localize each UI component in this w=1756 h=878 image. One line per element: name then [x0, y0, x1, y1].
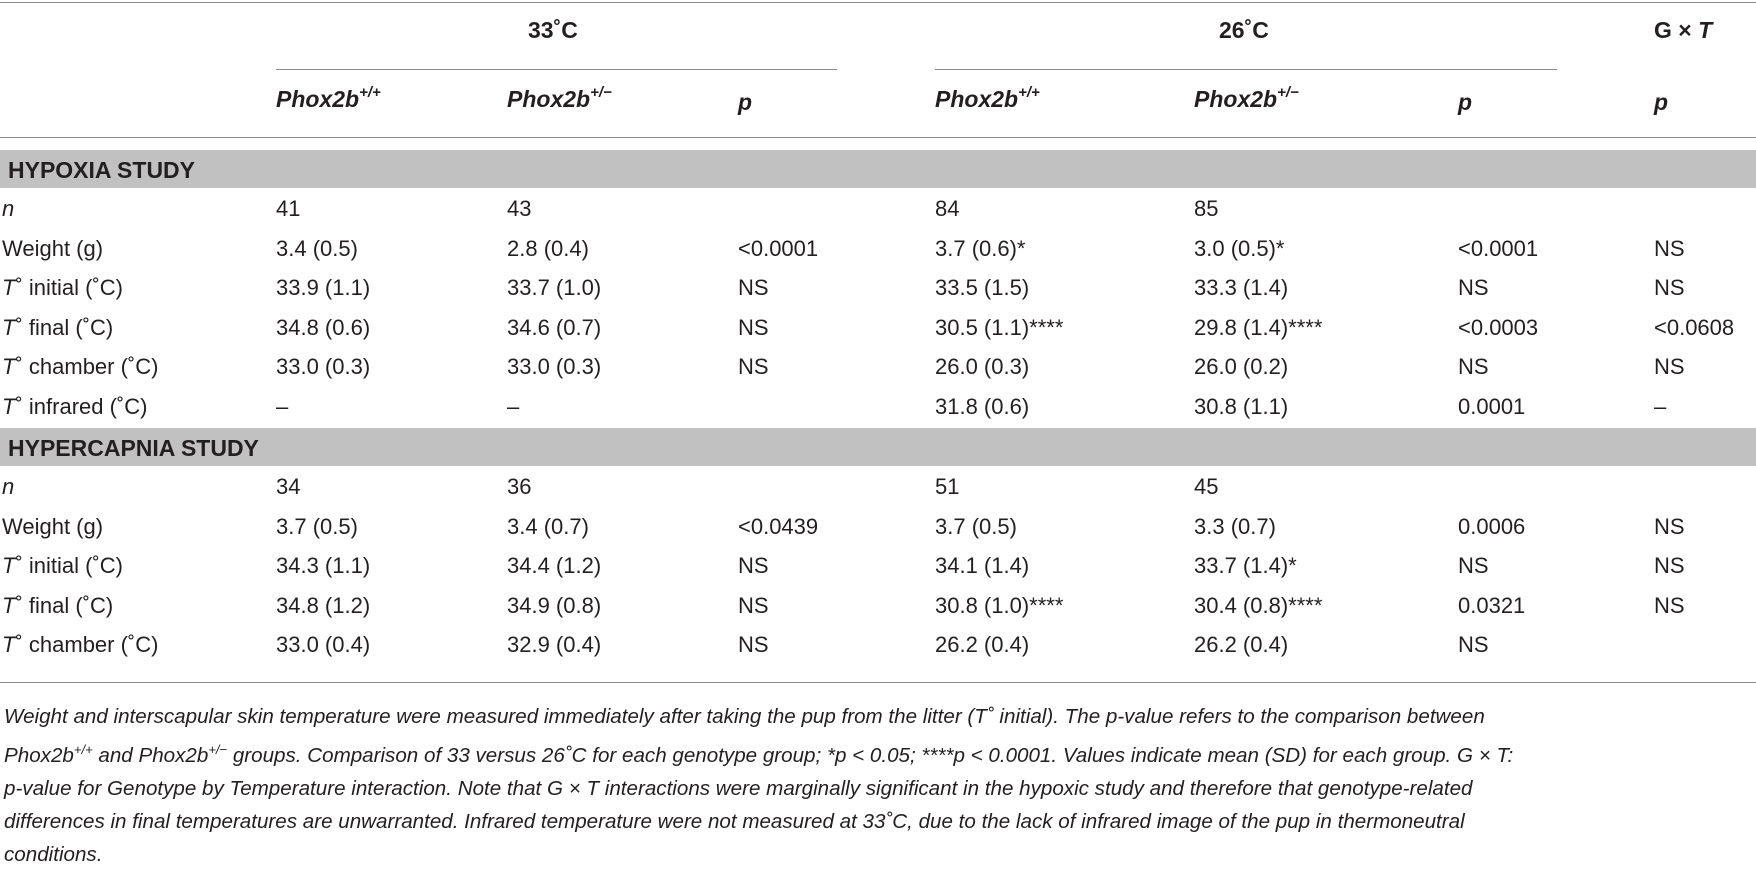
table-cell-p33: NS [738, 354, 769, 379]
table-cell-c2: 34.4 (1.2) [507, 553, 602, 578]
row-label-text: Weight (g) [2, 236, 104, 261]
table-cell-pgt: NS [1654, 593, 1685, 618]
table-cell-c4: 85 [1194, 196, 1219, 221]
row-label [2, 593, 113, 619]
group-header-26: 26˚C [1219, 17, 1269, 43]
table-cell-pgt: NS [1654, 553, 1685, 578]
table-cell-c2: 34.9 (0.8) [507, 593, 602, 618]
row-label [2, 275, 123, 301]
bottom-rule [0, 682, 1756, 683]
caption-sup: +/− [208, 742, 228, 757]
table-cell-c1: 34.3 (1.1) [276, 553, 371, 578]
table-cell-c4: 30.4 (0.8)**** [1194, 593, 1323, 618]
top-rule [0, 2, 1756, 3]
table-cell-c4: 33.7 (1.4)* [1194, 553, 1297, 578]
table-cell-c2: 43 [507, 196, 532, 221]
row-label-var: T [2, 275, 16, 300]
row-label-var: T [2, 593, 16, 618]
gene-sup: +/− [590, 84, 612, 101]
table-cell-c3: 3.7 (0.6)* [935, 236, 1026, 261]
col-header-p-26: p [1458, 89, 1473, 115]
header-bottom-rule [0, 137, 1756, 138]
row-label [2, 632, 158, 658]
caption-gene: Phox2b [4, 743, 74, 767]
rule-under-26 [935, 69, 1557, 70]
table-cell-pgt: <0.0608 [1654, 315, 1735, 340]
rule-under-33 [276, 69, 837, 70]
group-header-gxt [1654, 17, 1712, 44]
row-label [2, 474, 14, 500]
row-label-var: n [2, 196, 15, 221]
table-cell-c2: 32.9 (0.4) [507, 632, 602, 657]
table-cell-c1: – [276, 394, 289, 419]
table-cell-c3: 3.7 (0.5) [935, 514, 1017, 539]
row-label [2, 514, 103, 540]
col-header-wt-33 [276, 86, 381, 113]
row-label-text: ˚ initial (˚C) [15, 553, 124, 578]
table-cell-p26: NS [1458, 275, 1489, 300]
table-cell-c1: 3.7 (0.5) [276, 514, 358, 539]
table-cell-c4: 26.2 (0.4) [1194, 632, 1289, 657]
table-cell-c2: 33.0 (0.3) [507, 354, 602, 379]
row-label-text: ˚ infrared (˚C) [15, 394, 148, 419]
section-title-hypercapnia: HYPERCAPNIA STUDY [8, 435, 259, 461]
section-band-hypoxia [0, 150, 1756, 188]
row-label-text: Weight (g) [2, 514, 104, 539]
table-cell-p26: 0.0321 [1458, 593, 1526, 618]
table-cell-c2: 34.6 (0.7) [507, 315, 602, 340]
table-cell-c3: 26.0 (0.3) [935, 354, 1030, 379]
gene-sup: +/+ [359, 84, 381, 101]
table-cell-c3: 31.8 (0.6) [935, 394, 1030, 419]
table-cell-c4: 45 [1194, 474, 1219, 499]
table-cell-c4: 26.0 (0.2) [1194, 354, 1289, 379]
col-header-het-33 [507, 86, 612, 113]
table-cell-p33: NS [738, 275, 769, 300]
table-cell-c1: 3.4 (0.5) [276, 236, 358, 261]
table-cell-c1: 41 [276, 196, 301, 221]
row-label-text: ˚ chamber (˚C) [15, 354, 159, 379]
col-header-wt-26 [935, 86, 1040, 113]
table-cell-c4: 33.3 (1.4) [1194, 275, 1289, 300]
table-cell-p33: <0.0439 [738, 514, 819, 539]
group-header-33: 33˚C [528, 17, 578, 43]
row-label-var: T [2, 553, 16, 578]
gene-sup: +/− [1277, 84, 1299, 101]
table-cell-c1: 34 [276, 474, 301, 499]
table-cell-c3: 34.1 (1.4) [935, 553, 1030, 578]
table-cell-c3: 30.8 (1.0)**** [935, 593, 1064, 618]
table-cell-p26: NS [1458, 553, 1489, 578]
table-cell-pgt: – [1654, 394, 1667, 419]
table-cell-p26: <0.0001 [1458, 236, 1539, 261]
row-label-var: n [2, 474, 15, 499]
table-cell-pgt: NS [1654, 514, 1685, 539]
gxt-var: T [1698, 17, 1713, 43]
row-label-text: ˚ initial (˚C) [15, 275, 124, 300]
table-cell-c3: 26.2 (0.4) [935, 632, 1030, 657]
table-cell-c2: 36 [507, 474, 532, 499]
table-cell-c3: 33.5 (1.5) [935, 275, 1030, 300]
gxt-prefix: G × [1654, 17, 1699, 43]
table-cell-c1: 34.8 (0.6) [276, 315, 371, 340]
table-cell-c2: 3.4 (0.7) [507, 514, 589, 539]
table-cell-p26: NS [1458, 632, 1489, 657]
row-label-var: T [2, 315, 16, 340]
caption-sup: +/+ [73, 742, 93, 757]
col-header-p-gxt: p [1654, 89, 1669, 115]
row-label-var: T [2, 394, 16, 419]
row-label [2, 315, 113, 341]
table-cell-c1: 33.0 (0.3) [276, 354, 371, 379]
gene-sup: +/+ [1018, 84, 1040, 101]
caption-text: and Phox2b [92, 743, 209, 767]
table-cell-pgt: NS [1654, 275, 1685, 300]
table-cell-c1: 34.8 (1.2) [276, 593, 371, 618]
table-cell-p26: 0.0001 [1458, 394, 1526, 419]
row-label-var: T [2, 354, 16, 379]
table-cell-c4: 29.8 (1.4)**** [1194, 315, 1323, 340]
table-cell-c3: 84 [935, 196, 960, 221]
caption-line-1: Weight and interscapular skin temperature were measured immediately after taking the pup from the litter (T˚ initial). The p-value refers to the comparison between [4, 705, 1485, 728]
table-cell-c4: 3.0 (0.5)* [1194, 236, 1285, 261]
gene-name: Phox2b [507, 86, 591, 112]
table-cell-p33: NS [738, 632, 769, 657]
table-cell-pgt: NS [1654, 236, 1685, 261]
table-cell-c2: 2.8 (0.4) [507, 236, 589, 261]
gene-name: Phox2b [935, 86, 1019, 112]
table-cell-p33: <0.0001 [738, 236, 819, 261]
table-cell-p33: NS [738, 553, 769, 578]
row-label-var: T [2, 632, 16, 657]
gene-name: Phox2b [276, 86, 360, 112]
table-cell-c3: 30.5 (1.1)**** [935, 315, 1064, 340]
row-label [2, 553, 123, 579]
row-label [2, 394, 147, 420]
table-caption [4, 700, 1754, 871]
table-cell-p26: NS [1458, 354, 1489, 379]
table-cell-pgt: NS [1654, 354, 1685, 379]
table-cell-c4: 3.3 (0.7) [1194, 514, 1276, 539]
table-cell-c3: 51 [935, 474, 960, 499]
row-label [2, 354, 158, 380]
row-label [2, 236, 103, 262]
table-cell-p33: NS [738, 593, 769, 618]
table-cell-p26: <0.0003 [1458, 315, 1539, 340]
table-cell-c2: 33.7 (1.0) [507, 275, 602, 300]
row-label-text: ˚ final (˚C) [15, 593, 114, 618]
table-cell-c4: 30.8 (1.1) [1194, 394, 1289, 419]
table-cell-p26: 0.0006 [1458, 514, 1526, 539]
caption-line-2 [4, 733, 1754, 772]
col-header-p-33: p [738, 89, 753, 115]
table-cell-c1: 33.9 (1.1) [276, 275, 371, 300]
caption-line-4: differences in final temperatures are unwarranted. Infrared temperature were not measured at 33˚C, due to the lack of infrared image of the pup in thermoneutral [4, 809, 1465, 833]
caption-text: groups. Comparison of 33 versus 26˚C for each genotype group; *p < 0.05; ****p < 0.0001. Values indicate mean (SD) for each group. G × T: [227, 743, 1514, 767]
caption-line-5: conditions. [4, 842, 103, 866]
row-label [2, 196, 14, 222]
gene-name: Phox2b [1194, 86, 1278, 112]
col-header-het-26 [1194, 86, 1299, 113]
table-cell-p33: NS [738, 315, 769, 340]
table-cell-c1: 33.0 (0.4) [276, 632, 371, 657]
section-title-hypoxia: HYPOXIA STUDY [8, 157, 196, 183]
row-label-text: ˚ chamber (˚C) [15, 632, 159, 657]
table-cell-c2: – [507, 394, 520, 419]
row-label-text: ˚ final (˚C) [15, 315, 114, 340]
section-band-hypercapnia [0, 428, 1756, 466]
caption-line-3: p-value for Genotype by Temperature interaction. Note that G × T interactions were marginally significant in the hypoxic study and therefore that genotype-related [4, 776, 1473, 800]
